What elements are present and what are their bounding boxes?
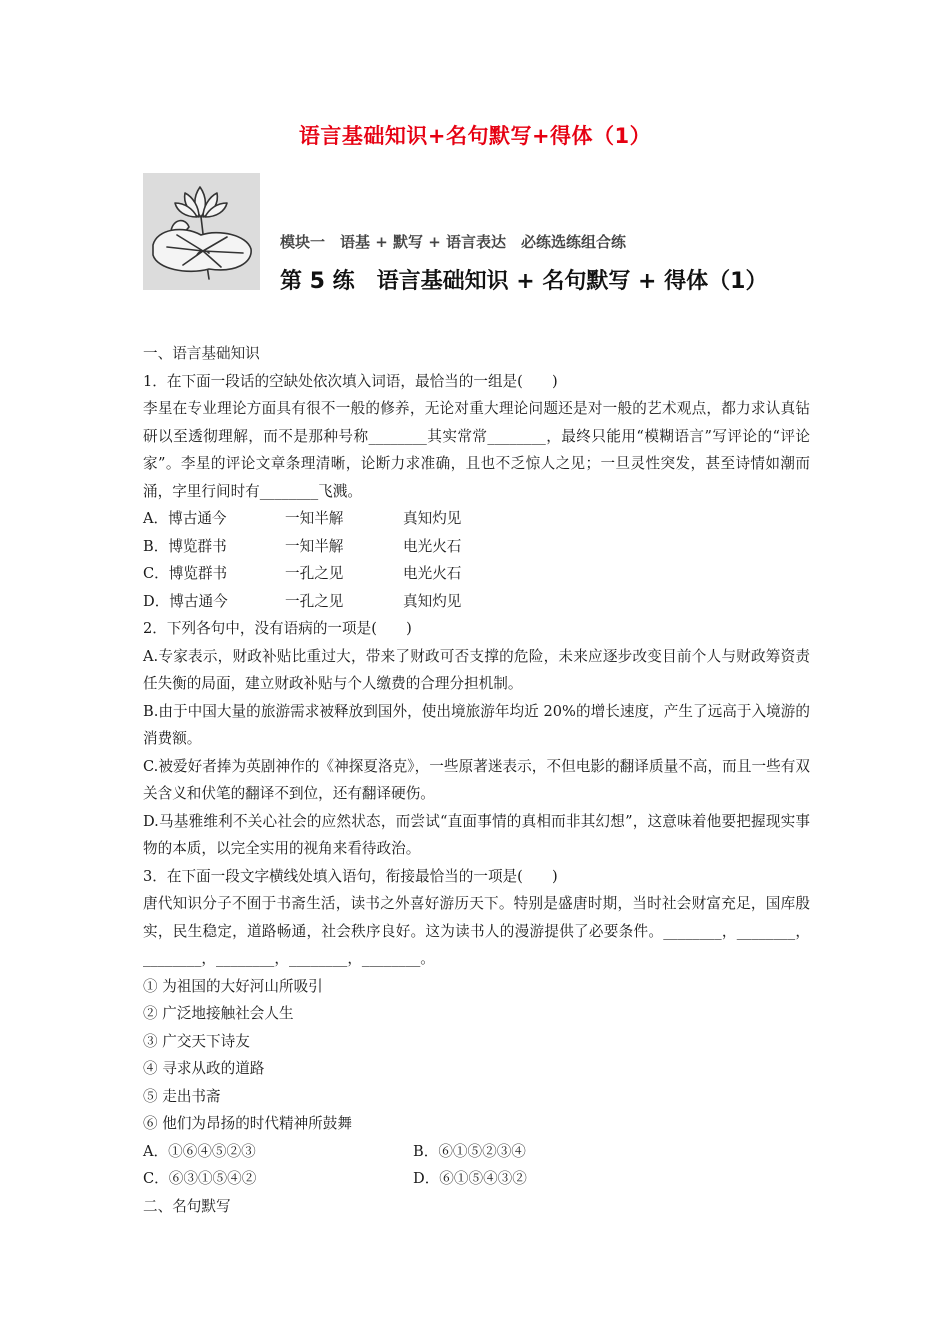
q2-option-b: B.由于中国大量的旅游需求被释放到国外，使出境旅游年均近 20%的增长速度，产生了远高于入境游的消费额。 xyxy=(143,702,810,747)
q3-item-6: ⑥ 他们为昂扬的时代精神所鼓舞 xyxy=(143,1115,352,1132)
lotus-icon xyxy=(143,173,260,290)
q1-option-a-word3: 真知灼见 xyxy=(403,510,462,527)
section-heading-2: 二、名句默写 xyxy=(143,1197,231,1215)
q1-option-d-word3: 真知灼见 xyxy=(403,592,462,610)
q3-item-3: ③ 广交天下诗友 xyxy=(143,1032,250,1050)
q2-option-c: C.被爱好者捧为英剧神作的《神探夏洛克》，一些原著迷表示，不但电影的翻译质量不高，而且一些有双关含义和伏笔的翻译不到位，还有翻译硬伤。 xyxy=(143,757,810,802)
q1-option-a-word1: A．博古通今 xyxy=(143,510,227,527)
page-title: 语言基础知识+名句默写+得体（1） xyxy=(298,124,652,148)
q1-option-d-word1: D．博古通今 xyxy=(143,592,228,610)
q3-item-4: ④ 寻求从政的道路 xyxy=(143,1060,265,1077)
q1-option-b-word1: B．博览群书 xyxy=(143,537,227,555)
q1-option-c-word2: 一孔之见 xyxy=(285,565,344,582)
q1-stem: 1．在下面一段话的空缺处依次填入词语，最恰当的一组是( ) xyxy=(143,372,558,390)
q1-option-a xyxy=(143,505,810,533)
q2-option-d: D.马基雅维利不关心社会的应然状态，而尝试“直面事情的真相而非其幻想”，这意味着他要把握现实事物的本质，以完全实用的视角来看待政治。 xyxy=(143,812,810,857)
worksheet-content xyxy=(143,340,810,1220)
q1-option-c-word3: 电光火石 xyxy=(403,565,462,582)
module-line: 模块一 语基 + 默写 + 语言表达 必练选练组合练 xyxy=(280,233,627,251)
q3-passage: 唐代知识分子不囿于书斋生活，读书之外喜好游历天下。特别是盛唐时期，当时社会财富充足，国库殷实，民生稳定，道路畅通，社会秩序良好。这为读书人的漫游提供了必要条件。________，________，________，________，________，________。 xyxy=(143,895,810,967)
q3-item-2: ② 广泛地接触社会人生 xyxy=(143,1005,294,1022)
q1-option-b-word3: 电光火石 xyxy=(403,537,462,555)
q2-stem: 2．下列各句中，没有语病的一项是( ) xyxy=(143,620,412,637)
q1-option-c xyxy=(143,560,810,588)
q3-item-5: ⑤ 走出书斋 xyxy=(143,1087,221,1105)
q3-option-b: B．⑥①⑤②③④ xyxy=(413,1142,526,1160)
q1-option-a-word2: 一知半解 xyxy=(285,510,344,527)
q3-option-d: D．⑥①⑤④③② xyxy=(413,1170,527,1187)
q1-option-b-word2: 一知半解 xyxy=(285,537,344,555)
q1-passage: 李星在专业理论方面具有很不一般的修养，无论对重大理论问题还是对一般的艺术观点，都力求认真钻研以至透彻理解，而不是那种号称________其实常常________，最终只能用“模糊语言”写评论的“评论家”。李星的评论文章条理清晰，论断力求准确，且也不乏惊人之见；一旦灵性突发，甚至诗情如潮而涌，字里行间时有________飞溅。 xyxy=(143,400,810,500)
q1-option-d xyxy=(143,588,810,616)
q1-option-b xyxy=(143,533,810,561)
q3-item-1: ① 为祖国的大好河山所吸引 xyxy=(143,977,323,995)
lesson-title: 第 5 练 语言基础知识 + 名句默写 + 得体（1） xyxy=(280,269,768,294)
q3-stem: 3．在下面一段文字横线处填入语句，衔接最恰当的一项是( ) xyxy=(143,867,558,885)
lotus-illustration xyxy=(143,173,260,290)
q3-option-c: C．⑥③①⑤④② xyxy=(143,1170,257,1187)
section-heading-1: 一、语言基础知识 xyxy=(143,345,260,362)
q2-option-a: A.专家表示，财政补贴比重过大，带来了财政可否支撑的危险，未来应逐步改变目前个人与财政筹资责任失衡的局面，建立财政补贴与个人缴费的合理分担机制。 xyxy=(143,647,810,692)
q1-option-c-word1: C．博览群书 xyxy=(143,565,228,582)
q3-options-row-1 xyxy=(143,1138,810,1166)
q1-option-d-word2: 一孔之见 xyxy=(285,592,344,610)
q3-options-row-2 xyxy=(143,1165,810,1193)
q3-option-a: A．①⑥④⑤②③ xyxy=(143,1142,256,1160)
